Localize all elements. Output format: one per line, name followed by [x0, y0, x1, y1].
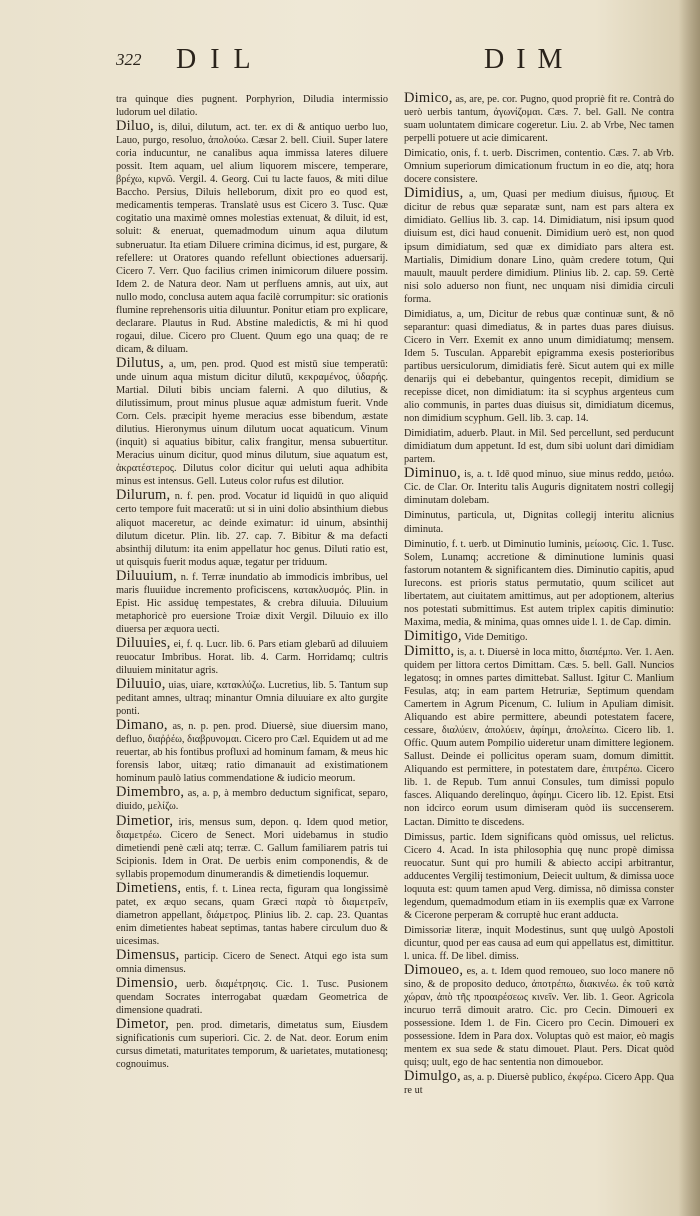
entry-text: Dimissus, partic. Idem significans quòd omissus, uel relictus. Cicero 4. Acad. In ista philosophia quę nunc propè dimissa reuocatur. Sunt qui pro humili & abiecto accipi arbitrantur, adducentes Vergilij testimonium, Deiecit uultum, & dimissa uoce loquuta est: quum tamen apud Verg. dimissa, nō dimissa conster legendum, quemadmodum etiam in iis exemplis quæ ex Varrone & Cicerone perperam & corruptè huc erant adducta. — [404, 831, 674, 921]
dictionary-entry — [404, 1070, 674, 1097]
entry-text: is, a. t. Diuersè in loca mitto, διαπέμπω. Ver. 1. Aen. quidem per littora certos Dimittam. Cæs. 5. bell. Gall. Nuncios legatosq; in omnes partes dimittebat. Sallust. Igitur C. Manlium Fesulas, atq; in eam partem Hetruriæ, Septimum quendam Camertem in Agrum Picenum, C. Iulium in Apuliam dimisit. Aliquando est abire permittere, abeundi potestatem facere, cessare, διαλύειν, ἀπολύειν, ἀφίημι, ἀπολείπω. Cicero lib. 1. Offic. Quum autem Pompilio uideretur unam dimittere legionem. Sallust. Deinde ei pollicitus operam suam, domum dimittit. Aliquando est permittere, in potestatem dare, ἐπιτρέπω. Cicero lib. 1. de Repub. Tum annui Consules, tum dimissi populo fasces. Aliquando derelinquo, ἀφίημι. Cicero lib. 12. Epist. Etsi non idcirco eorum usum dimiseram quòd iis succenserem. Lactan. Dimitto te discedens. — [404, 646, 674, 828]
dictionary-entry — [116, 120, 388, 356]
entry-headword: Dimensio, — [116, 975, 178, 992]
entry-headword: Diluo, — [116, 118, 154, 135]
entry-headword: Dimetiens, — [116, 879, 182, 896]
entry-headword: Dimensus, — [116, 947, 180, 963]
entry-text: Dimidiatim, aduerb. Plaut. in Mil. Sed percellunt, sed perducunt dimidiatum dum appetunt. Id est, dum sibi uolunt dari dimidiam partem. — [404, 428, 674, 466]
entry-headword: Dimembro, — [116, 784, 185, 801]
dictionary-entry — [404, 187, 674, 305]
entry-text: is, dilui, dilutum, act. ter. ex di & antiquo uerbo luo, Lauo, purgo, resoluo, ἀπολούω. Cæsar 2. bell. Ciuil. Super latere coria inducuntur, ne canalibus aqua immissa lateres diluere possit. Item aquam, uel alium liquorem miscere, temperare, βρέχω, κιρνῶ. Vergil. 4. Georg. Cui tu lacte fauos, & miti dilue Baccho. Persius, Diluis helleborum, dixit pro eo quod est, medicamentis temperas. Translatè usus est Cicero 3. Tusc. Quæ cogitatio una maximè omnes molestias extenuat, & diluit, id est, soluit: & eneruat, quemadmodum uinum aqua dilutum subneruatur. Ita etiam Diluere crimina dicimus, id est, purgare, & refellere: ut Oratores quando refellunt obiectiones aduersarij. Cicero 7. Verr. Quo facilius crimen inimicorum diluere possim. Idem 2. de Natura deor. Nam ut perfluens amnis, aut uix, aut nullo modo, conclusa autem aqua facilè corrumpitur: sic orationis flumine reprehensoris uitia diluuntur. Ponitur etiam pro explicare, declarare. Plautus in Rud. Abstine maledictis, & mi hi quod rogaui, dilue. Cicero pro Cluent. Quum ego una quaq; de re dicam, & diluam. — [116, 122, 389, 355]
dictionary-entry — [116, 879, 389, 948]
dictionary-entry — [404, 964, 674, 1069]
page-number: 322 — [116, 50, 142, 69]
dictionary-entry — [116, 678, 388, 718]
dictionary-entry — [116, 1018, 388, 1071]
dictionary-entry — [404, 627, 674, 644]
dictionary-entry — [116, 812, 388, 881]
entry-text: is, a. t. Idē quod minuo, siue minus reddo, μειόω. Cic. de Clar. Or. Interitu talis Auguris dignitatem nostri collegij diminutam dolebam. — [404, 469, 675, 507]
entry-headword: Dimetior, — [116, 812, 174, 829]
dictionary-entry — [116, 92, 388, 119]
entry-headword: Dimidius, — [404, 185, 464, 202]
entry-text: pen. prod. dimetaris, dimetatus sum, Eiusdem significationis cum superiori. Cic. 2. de Nat. deor. Eorum enim cursus dimetati, maturitates temporum, & uarietates, mutationesq; cognouimus. — [116, 1020, 389, 1071]
dictionary-entry — [404, 426, 674, 466]
entry-text: Diminutus, particula, ut, Dignitas collegij interitu alicnius diminuta. — [404, 510, 674, 535]
entry-text: a, um, Quasi per medium diuisus, ἥμισυς. Et dicitur de rebus quæ separatæ sunt, nam est pars altera ex dimidiato. Gellius lib. 3. cap. 14. Dimidiatum, nisi ipsum quod diuisum est, dici haud conuenit. Dimidium uerò est, non quod ipsum dimidiatum, sed quæ ex dimidiato pars altera est. Martialis, Dimidium donare Lino, quàm credere totum, Qui mauult, mauult perdere dimidium. Plinius lib. 2. cap. 59. Certè nisi solo aduerso non fiunt, nec unquam nisi dimidia circuli forma. — [404, 189, 674, 305]
entry-text: ei, f. q. Lucr. lib. 6. Pars etiam glebarū ad diluuiem reuocatur Imbribus. Horat. lib. 4. Carm. Horridamq; cultris diluuiem minitatur agris. — [116, 638, 389, 677]
entry-headword: Dimitto, — [404, 642, 455, 659]
dictionary-entry — [116, 977, 388, 1017]
dictionary-entry — [404, 923, 674, 963]
entry-headword: Diminuo, — [404, 465, 461, 482]
entry-headword: Dimico, — [404, 90, 453, 106]
entry-text: as, a. p, à membro deductum significat, separo, diuido, μελίζω. — [116, 788, 389, 813]
dictionary-entry — [116, 567, 388, 636]
running-head-right: DIM — [484, 44, 575, 75]
dictionary-entry — [116, 719, 388, 785]
entry-text: particip. Cicero de Senect. Atqui ego ista sum omnia dimensus. — [116, 951, 388, 976]
entry-text: tra quinque dies pugnent. Porphyrion, Diludia intermissio ludorum uel dilatio. — [116, 94, 388, 119]
entry-text: Diminutio, f. t. uerb. ut Diminutio luminis, μείωσις. Cic. 1. Tusc. Solem, Lunamq; accretione & diminutione luminis quasi fastorum notantem & significantem dies. Diminutio capitis, apud Iurecons. est prioris status permutatio, quum scilicet aut libertatem, aut ciuitatem amittimus, aut per adoptionem, alterius nos potestati submittimus. Est autem triplex capitis diminutio: Maxima, media, & minima, quas omnes uide l. 1. de Cap. dimin. — [404, 538, 674, 628]
dictionary-entry — [404, 307, 674, 425]
dictionary-entry — [404, 537, 674, 629]
entry-text: es, a. t. Idem quod remoueo, suo loco manere nō sino, & de proposito deduco, ἀποτρέπω, διακινέω. ἐκ τοῦ κατὰ χώραν, ἀπὸ τῆς προαιρέσεως κινεῖν. Ver. lib. 1. Geor. Agricola incuruo terrā dimouit aratro. Cic. pro Cecin. Dimoueri ex possessione. Idem 1. de Fin. Cicero pro Cecin. Dimoueri ex possessione. Idem in Para dox. Voluptas quò est maior, eò magis mentem ex sua sede & statu dimouet. Plaut. Pers. Dicat quòd quisq; uult, ego de hac sententia non dimouebor. — [404, 966, 675, 1069]
entry-text: iris, mensus sum, depon. q. Idem quod metior, διαμετρέω. Cicero de Senect. Mori uidebamus in studio dimetiendi penè cæli atq; terræ. C. Gallum familiarem patris tui Scipionis. Idem in Orat. De uerbis enim componendis, & de syllabis propemodum dinumerandis & dimetiendis loquemur. — [116, 816, 388, 880]
dictionary-entry — [116, 489, 388, 568]
entry-text: Dimidiatus, a, um, Dicitur de rebus quæ continuæ sunt, & nō separantur: quasi dimediatus, & in partes duas pares diuisus. Cicero in Verr. Exemit ex anno unum dimidiatumq; mensem. Idem 5. Tusculan. Apparebit epigramma exesis posterioribus partibus uersiculorum, dimidiatis ferè. Sicut autem qui ex mille denarijs qui ei debebantur, quingentos recepit, dimidium se recepisse dicet, non dimidiatum: ita si scyphus argenteus cum alio communis, in partes duas diuisus sit, dimidiatum dicemus, non dimidium scyphum. Gell. lib. 3. cap. 14. — [404, 308, 674, 425]
entry-text: n. f. Terræ inundatio ab immodicis imbribus, uel maris fluuiidue incremento proficiscens, κατακλυσμός. Plin. in Epist. Hic assiduę tempestates, & crebra diluuia. Diluuium metaphoricè pro euersione Troiæ dixit Vergil. Diluuio ex illo diuersa per æquora uecti. — [116, 571, 388, 635]
dictionary-entry — [116, 354, 389, 488]
entry-text: a, um, pen. prod. Quod est mistū siue temperatū: unde uinum aqua mistum dicitur dilutū, κεκραμένος, ὑδαρής. Martial. Diluti bibis unciam falerni. A quo dilutius, & dilutissimum, prout minus plusue aquæ admistum fuerit. Vnde Corn. Cels. præcipit hyeme meracius esse bibendum, æstate dilutius. Hieronymus uinum dilutum uocat aquaticum. Vinum (inquit) si aquatius bibitur, calix frangitur, mensa subuertitur. Meracius uinum dicitur, quod minus dilutum, siue aquatum est, ἀκρατέστερος. Dilutus color dicitur qui ueluti aqua adhibita minus est intensus. Gell. Luteus color rufus est dilutior. — [116, 358, 389, 488]
right-column — [404, 92, 674, 1099]
entry-headword: Dilurum, — [116, 487, 171, 504]
page-edge-shadow — [678, 0, 700, 1216]
entry-text: as, are, pe. cor. Pugno, quod propriè fit re. Contrà do uerò uerbis tantum, ἀγωνίζομαι. Cæs. 7. bel. Gall. Ne contra suam uoluntatem dimicare cogeretur. Liu. 2. ab Vrbe, Nec tamen perpelli potuere ut acie dimicarent. — [404, 94, 674, 145]
entry-text: as, a. p. Diuersè publico, ἐκφέρω. Cicero App. Qua re ut — [404, 1072, 674, 1097]
dictionary-entry — [404, 830, 674, 922]
dictionary-entry — [116, 634, 389, 677]
dictionary-entry — [116, 786, 388, 813]
entry-headword: Dilutus, — [116, 354, 164, 371]
left-column — [116, 92, 388, 1072]
entry-text: entis, f. t. Linea recta, figuram qua longissimè patet, ex æquo secans, quam Græci παρὰ τὸ διαμετρεῖν, diametron appellant, διάμετρος. Plinius lib. 2. cap. 23. Quantas enim dimetientes habeat septimas, tantas habere circulum duo & uicesimas. — [116, 883, 389, 947]
entry-headword: Dimulgo, — [404, 1068, 461, 1085]
entry-text: Dimissoriæ literæ, inquit Modestinus, sunt quę uulgò Apostoli dicuntur, quod per eas causa ad eum qui appellatus est, dimittitur. l. unica. ff. De libel. dimiss. — [404, 924, 674, 962]
entry-headword: Dimitigo, — [404, 627, 462, 644]
entry-text: uias, uiare, κατακλύζω. Lucretius, lib. 5. Tantum sup peditant amnes, ultraq; minantur Omnia diluuiare ex alto gurgite ponti. — [116, 680, 388, 718]
entry-headword: Diluuio, — [116, 676, 166, 693]
entry-text: uerb. διαμέτρησις. Cic. 1. Tusc. Pusionem quendam Socrates interrogabat quædam Geometrica de dimensione quadrati. — [116, 979, 388, 1017]
dictionary-entry — [404, 642, 674, 829]
entry-headword: Dimano, — [116, 717, 168, 734]
running-head-left: DIL — [176, 44, 265, 75]
entry-headword: Dimetor, — [116, 1016, 169, 1033]
dictionary-entry — [404, 92, 674, 145]
dictionary-entry — [404, 467, 674, 507]
entry-text: Dimicatio, onis, f. t. uerb. Discrimen, contentio. Cæs. 7. ab Vrb. Omnium superiorum dimicationum fructum in eo die, atq; hora docere consistere. — [404, 148, 674, 186]
entry-text: Vide Demitigo. — [464, 631, 528, 643]
dictionary-entry — [404, 146, 674, 186]
entry-text: n. f. pen. prod. Vocatur id liquidū in quo aliquid certo tempore fuit maceratū: ut si in uini dolio absinthium diebus aliquot maceretur, ac deinde eximatur: id uinum, absinthij dilutum dicetur. Plin. lib. 27. cap. 7. Bibitur & ma defacti absinthij dilutum: ita enim appellatur hoc genus. Diluti ratio est, ut quisquis fuerit modus aquæ, tegatur per triduum. — [116, 491, 389, 568]
dictionary-entry — [404, 508, 674, 535]
page-header — [0, 44, 700, 84]
dictionary-entry — [116, 949, 388, 976]
entry-headword: Diluuies, — [116, 634, 171, 651]
entry-text: as, n. p. pen. prod. Diuersè, siue diuersim mano, defluo, διαῤῥέω, διαβρυνομαι. Cicero pro Cæl. Equidem ut ad me reuertar, ab his fontibus profluxi ad hominum famam, & meus hic forensis labor, uitæq; ratio dimanauit ad existimationem hominum paulò latius commendatione & iudicio meorum. — [116, 721, 389, 785]
entry-headword: Diluuium, — [116, 567, 178, 584]
entry-headword: Dimoueo, — [404, 962, 464, 979]
